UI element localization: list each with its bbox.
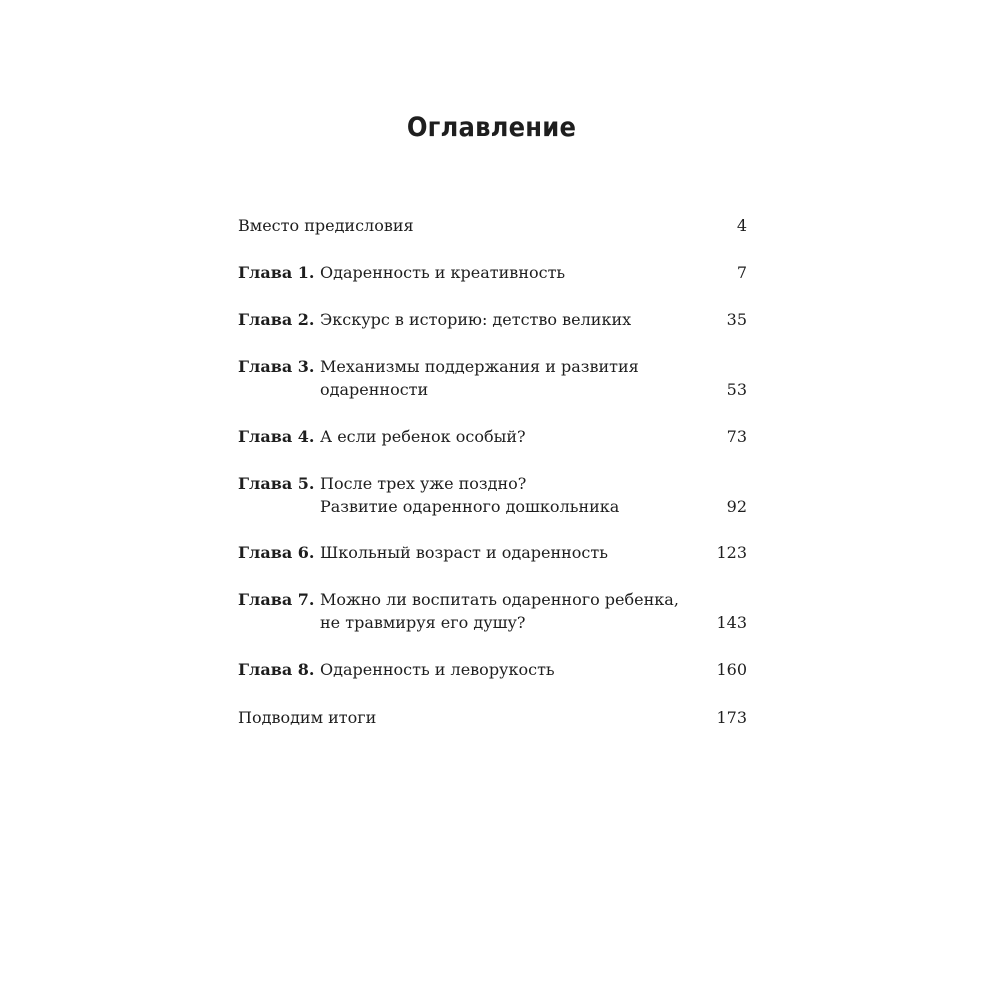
toc-page-number: 143 <box>716 613 747 632</box>
toc-entry-chapter-4[interactable] <box>238 425 747 448</box>
toc-chapter-label: Глава 1. <box>238 263 315 282</box>
toc-entry-title: Вместо предисловия <box>238 216 414 235</box>
toc-entry-title: А если ребенок особый? <box>320 427 526 446</box>
toc-entry-title-continued: Развитие одаренного дошкольника <box>320 497 620 516</box>
page-title: Оглавление <box>406 112 577 143</box>
toc-page-number: 123 <box>716 543 747 562</box>
toc-chapter-label: Глава 8. <box>238 660 315 679</box>
toc-chapter-label: Глава 7. <box>238 590 315 609</box>
toc-chapter-label: Глава 5. <box>238 474 315 493</box>
toc-entry-foreword[interactable] <box>238 214 747 237</box>
toc-entry-chapter-6[interactable] <box>238 541 747 564</box>
toc-entry-title: Можно ли воспитать одаренного ребенка, <box>320 590 679 609</box>
toc-page-number: 73 <box>726 427 747 446</box>
toc-page-number: 92 <box>726 497 747 516</box>
toc-entry-title: Одаренность и креативность <box>320 263 566 282</box>
toc-entry-chapter-5[interactable] <box>238 472 747 518</box>
toc-entry-title-continued: не травмируя его душу? <box>320 613 526 632</box>
toc-entry-chapter-2[interactable] <box>238 308 747 331</box>
toc-entry-title: Экскурс в историю: детство великих <box>320 310 632 329</box>
toc-entry-chapter-8[interactable] <box>238 658 747 681</box>
toc-entry-chapter-3[interactable] <box>238 355 747 401</box>
toc-entry-title: Одаренность и леворукость <box>320 660 555 679</box>
toc-chapter-label: Глава 6. <box>238 543 315 562</box>
toc-page-number: 4 <box>736 216 747 235</box>
toc-entry-title: Подводим итоги <box>238 708 377 727</box>
toc-entry-title-continued: одаренности <box>320 380 429 399</box>
toc-chapter-label: Глава 4. <box>238 427 315 446</box>
toc-entry-conclusion[interactable] <box>238 706 747 729</box>
toc-chapter-label: Глава 2. <box>238 310 315 329</box>
toc-page-number: 173 <box>716 708 747 727</box>
toc-page-number: 35 <box>726 310 747 329</box>
toc-entry-title: Механизмы поддержания и развития <box>320 357 639 376</box>
toc-entry-chapter-1[interactable] <box>238 261 747 284</box>
toc-entry-title: Школьный возраст и одаренность <box>320 543 608 562</box>
toc-page-number: 7 <box>736 263 747 282</box>
toc-page-number: 53 <box>726 380 747 399</box>
toc-entry-title: После трех уже поздно? <box>320 474 527 493</box>
toc-page-number: 160 <box>716 660 747 679</box>
toc-entry-chapter-7[interactable] <box>238 588 747 634</box>
toc-chapter-label: Глава 3. <box>238 357 315 376</box>
